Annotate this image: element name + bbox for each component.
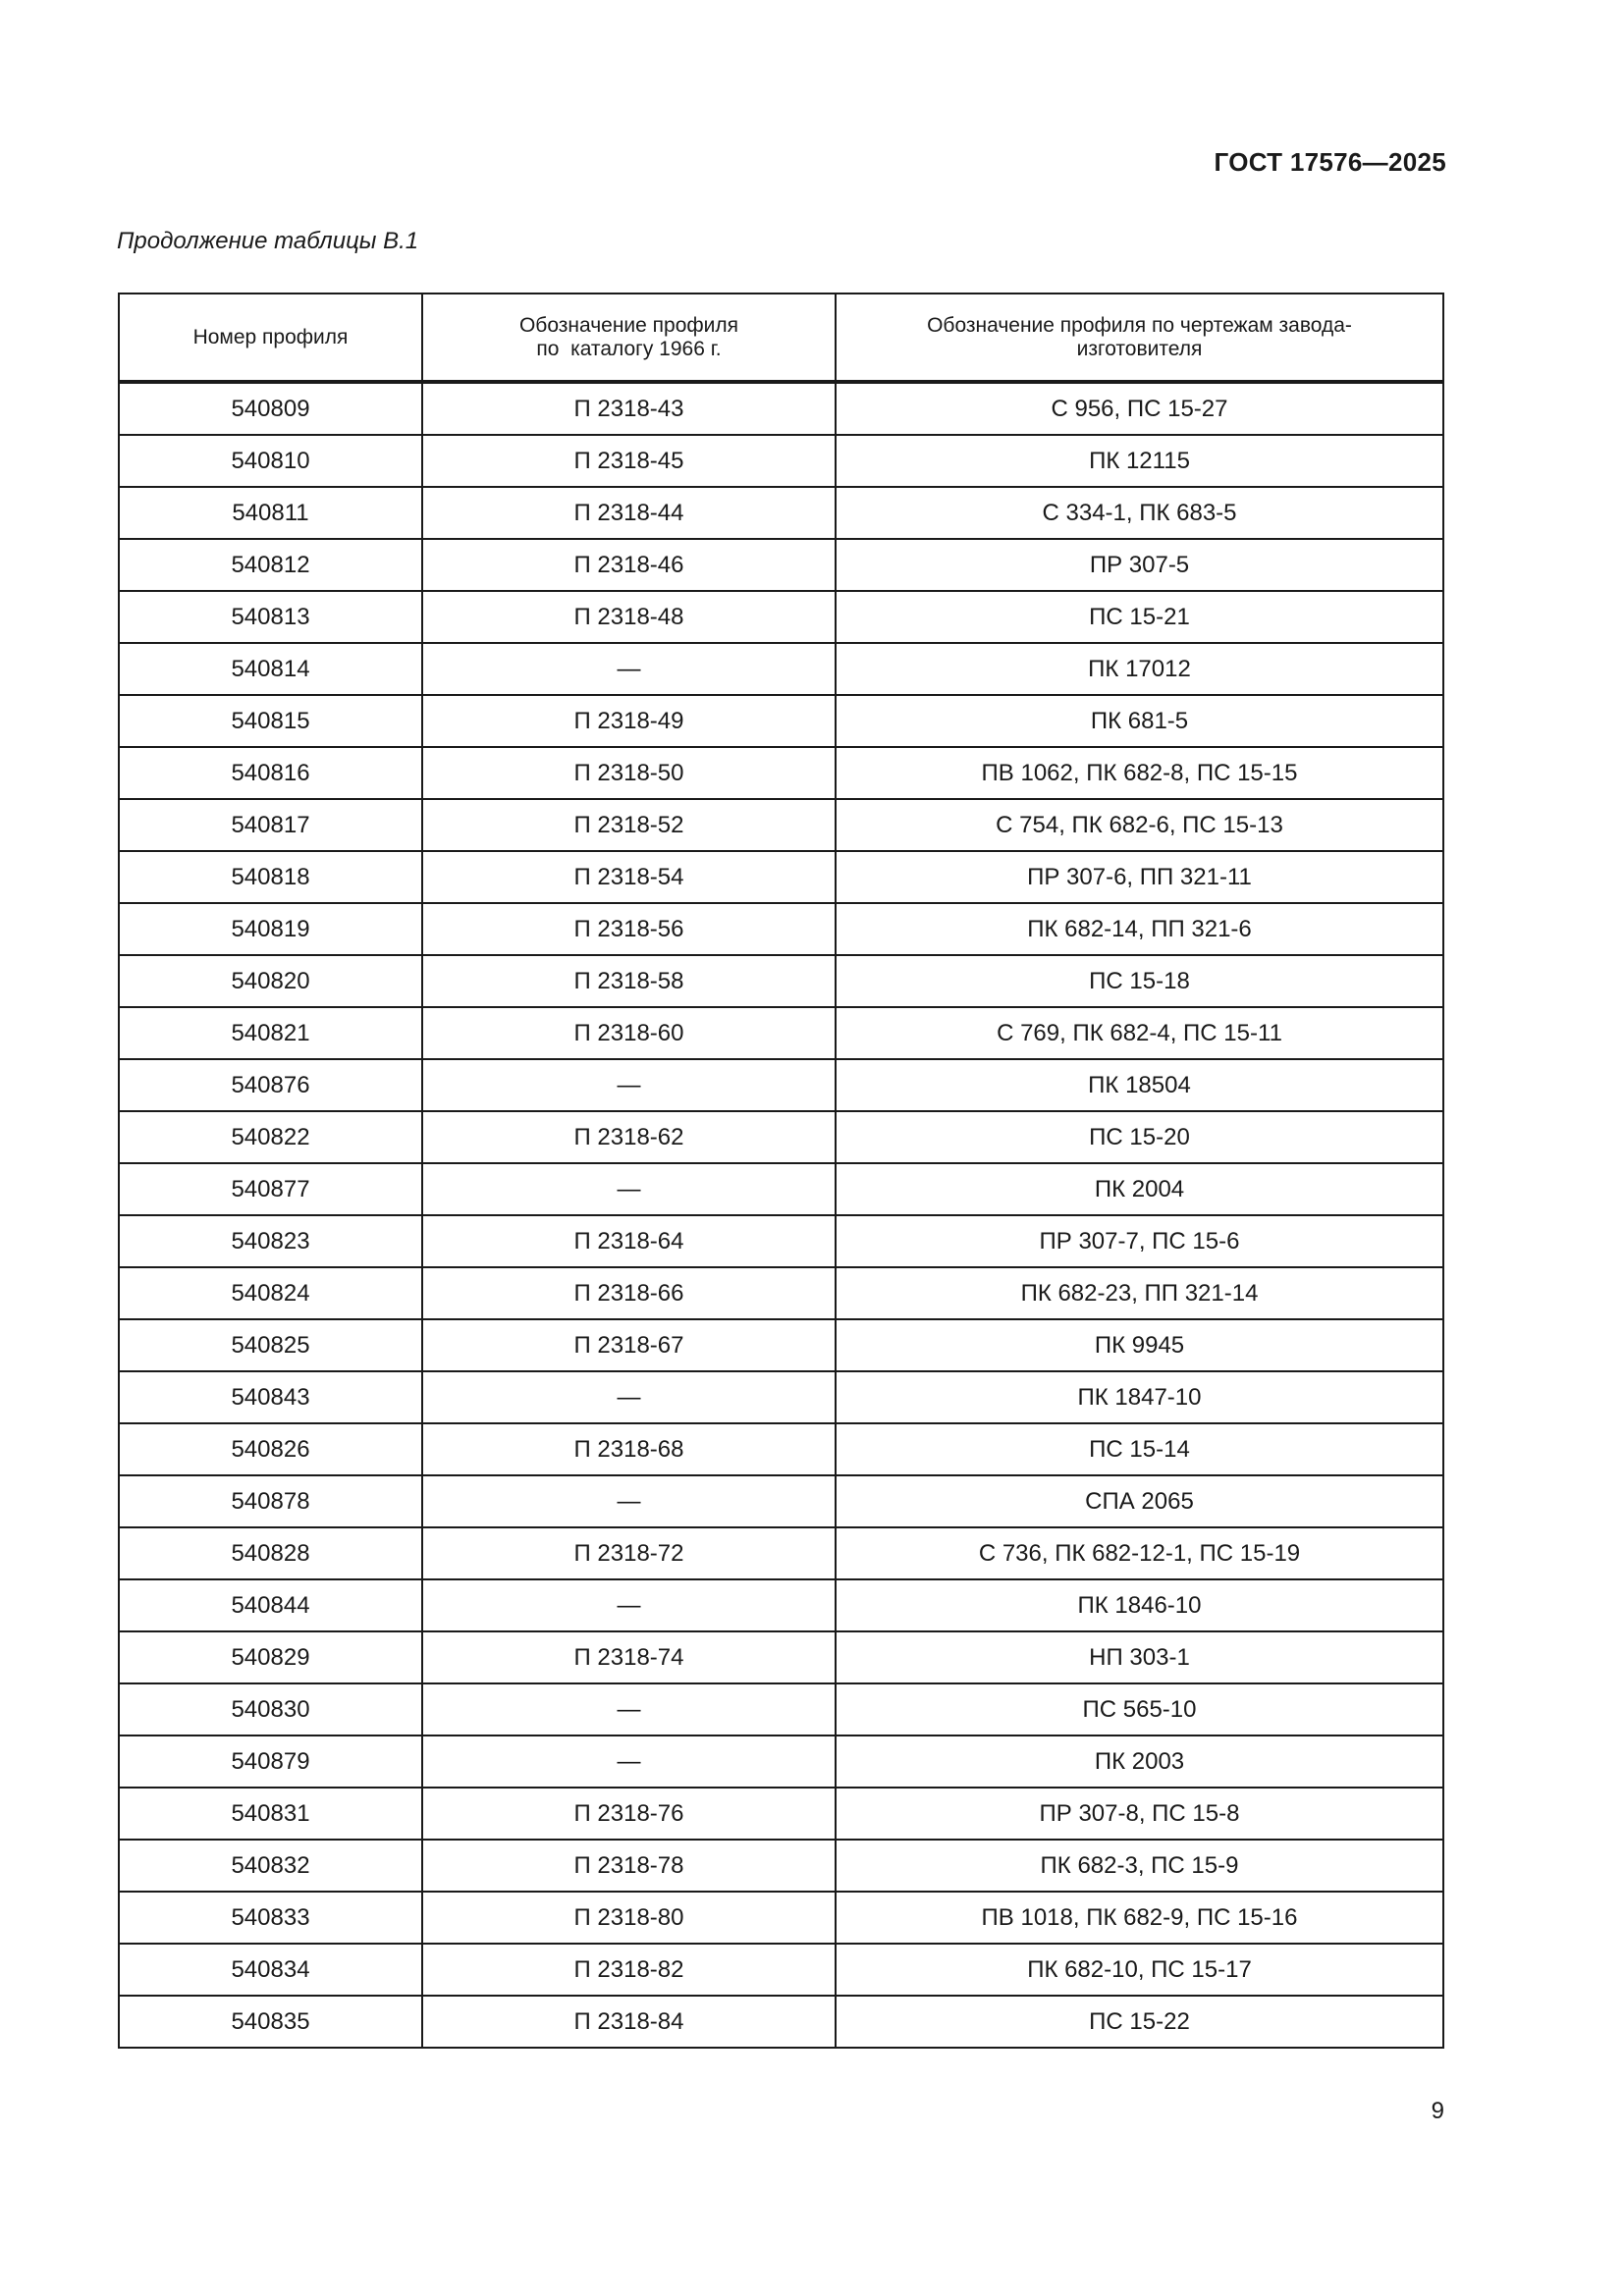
column-header-catalog-designation xyxy=(422,294,836,382)
cell-catalog-designation: — xyxy=(422,1371,836,1423)
cell-factory-designation: ПС 15-18 xyxy=(836,955,1443,1007)
cell-factory-designation: ПК 1846-10 xyxy=(836,1579,1443,1631)
cell-catalog-designation: П 2318-56 xyxy=(422,903,836,955)
cell-profile-number: 540815 xyxy=(119,695,422,747)
cell-factory-designation: ПК 682-23, ПП 321-14 xyxy=(836,1267,1443,1319)
table-row xyxy=(119,382,1443,435)
table-row xyxy=(119,591,1443,643)
cell-factory-designation: ПС 565-10 xyxy=(836,1683,1443,1735)
table-row xyxy=(119,955,1443,1007)
cell-profile-number: 540831 xyxy=(119,1788,422,1840)
cell-factory-designation: С 736, ПК 682-12-1, ПС 15-19 xyxy=(836,1527,1443,1579)
cell-factory-designation: ПР 307-5 xyxy=(836,539,1443,591)
column-header-profile-number xyxy=(119,294,422,382)
cell-catalog-designation: П 2318-64 xyxy=(422,1215,836,1267)
profile-table xyxy=(118,293,1444,2049)
cell-catalog-designation: П 2318-52 xyxy=(422,799,836,851)
cell-profile-number: 540814 xyxy=(119,643,422,695)
cell-factory-designation: ПК 682-14, ПП 321-6 xyxy=(836,903,1443,955)
cell-catalog-designation: П 2318-66 xyxy=(422,1267,836,1319)
table-row xyxy=(119,1423,1443,1475)
cell-profile-number: 540819 xyxy=(119,903,422,955)
cell-factory-designation: ПР 307-7, ПС 15-6 xyxy=(836,1215,1443,1267)
cell-profile-number: 540817 xyxy=(119,799,422,851)
cell-factory-designation: ПС 15-22 xyxy=(836,1996,1443,2048)
table-row xyxy=(119,1267,1443,1319)
table-row xyxy=(119,1007,1443,1059)
cell-catalog-designation: — xyxy=(422,643,836,695)
cell-catalog-designation: — xyxy=(422,1683,836,1735)
table-body xyxy=(119,382,1443,2048)
cell-profile-number: 540832 xyxy=(119,1840,422,1892)
cell-catalog-designation: П 2318-84 xyxy=(422,1996,836,2048)
cell-factory-designation: ПР 307-8, ПС 15-8 xyxy=(836,1788,1443,1840)
cell-catalog-designation: — xyxy=(422,1059,836,1111)
cell-profile-number: 540844 xyxy=(119,1579,422,1631)
cell-profile-number: 540835 xyxy=(119,1996,422,2048)
cell-profile-number: 540876 xyxy=(119,1059,422,1111)
profile-table-container xyxy=(118,293,1442,2049)
cell-profile-number: 540821 xyxy=(119,1007,422,1059)
cell-catalog-designation: П 2318-74 xyxy=(422,1631,836,1683)
cell-catalog-designation: П 2318-43 xyxy=(422,382,836,435)
table-row xyxy=(119,1163,1443,1215)
cell-profile-number: 540811 xyxy=(119,487,422,539)
cell-profile-number: 540878 xyxy=(119,1475,422,1527)
table-row xyxy=(119,435,1443,487)
cell-factory-designation: НП 303-1 xyxy=(836,1631,1443,1683)
cell-catalog-designation: П 2318-44 xyxy=(422,487,836,539)
cell-factory-designation: ПК 9945 xyxy=(836,1319,1443,1371)
cell-catalog-designation: П 2318-68 xyxy=(422,1423,836,1475)
cell-profile-number: 540877 xyxy=(119,1163,422,1215)
column-header-factory-designation xyxy=(836,294,1443,382)
cell-catalog-designation: — xyxy=(422,1475,836,1527)
table-row xyxy=(119,1683,1443,1735)
table-row xyxy=(119,1944,1443,1996)
table-row xyxy=(119,1319,1443,1371)
cell-catalog-designation: П 2318-78 xyxy=(422,1840,836,1892)
table-row xyxy=(119,487,1443,539)
cell-profile-number: 540824 xyxy=(119,1267,422,1319)
cell-factory-designation: ПК 681-5 xyxy=(836,695,1443,747)
cell-profile-number: 540813 xyxy=(119,591,422,643)
table-row xyxy=(119,695,1443,747)
cell-factory-designation: ПК 682-3, ПС 15-9 xyxy=(836,1840,1443,1892)
table-row xyxy=(119,851,1443,903)
cell-catalog-designation: — xyxy=(422,1579,836,1631)
table-row xyxy=(119,1111,1443,1163)
cell-factory-designation: ПС 15-20 xyxy=(836,1111,1443,1163)
cell-factory-designation: ПК 682-10, ПС 15-17 xyxy=(836,1944,1443,1996)
cell-factory-designation: ПК 2004 xyxy=(836,1163,1443,1215)
cell-factory-designation: СПА 2065 xyxy=(836,1475,1443,1527)
cell-profile-number: 540809 xyxy=(119,382,422,435)
cell-factory-designation: С 334-1, ПК 683-5 xyxy=(836,487,1443,539)
table-row xyxy=(119,1215,1443,1267)
cell-catalog-designation: П 2318-50 xyxy=(422,747,836,799)
cell-factory-designation: С 956, ПС 15-27 xyxy=(836,382,1443,435)
cell-profile-number: 540810 xyxy=(119,435,422,487)
cell-factory-designation: С 754, ПК 682-6, ПС 15-13 xyxy=(836,799,1443,851)
cell-factory-designation: ПВ 1018, ПК 682-9, ПС 15-16 xyxy=(836,1892,1443,1944)
column-header-line: Обозначение профиля по чертежам завода- xyxy=(927,313,1352,337)
table-row xyxy=(119,1475,1443,1527)
table-header-row xyxy=(119,294,1443,382)
cell-catalog-designation: П 2318-60 xyxy=(422,1007,836,1059)
table-row xyxy=(119,1579,1443,1631)
cell-catalog-designation: П 2318-45 xyxy=(422,435,836,487)
table-row xyxy=(119,903,1443,955)
table-row xyxy=(119,1631,1443,1683)
cell-factory-designation: ПС 15-14 xyxy=(836,1423,1443,1475)
cell-catalog-designation: П 2318-62 xyxy=(422,1111,836,1163)
cell-catalog-designation: — xyxy=(422,1735,836,1788)
column-header-line: Обозначение профиля xyxy=(518,313,739,337)
table-row xyxy=(119,1527,1443,1579)
table-row xyxy=(119,1996,1443,2048)
cell-profile-number: 540820 xyxy=(119,955,422,1007)
cell-catalog-designation: П 2318-72 xyxy=(422,1527,836,1579)
cell-catalog-designation: П 2318-67 xyxy=(422,1319,836,1371)
column-header-line: Номер профиля xyxy=(192,325,349,348)
cell-profile-number: 540843 xyxy=(119,1371,422,1423)
table-row xyxy=(119,1788,1443,1840)
table-row xyxy=(119,1735,1443,1788)
cell-factory-designation: ПК 17012 xyxy=(836,643,1443,695)
table-row xyxy=(119,747,1443,799)
cell-profile-number: 540818 xyxy=(119,851,422,903)
cell-profile-number: 540825 xyxy=(119,1319,422,1371)
table-row xyxy=(119,643,1443,695)
cell-factory-designation: ПК 12115 xyxy=(836,435,1443,487)
cell-catalog-designation: — xyxy=(422,1163,836,1215)
cell-catalog-designation: П 2318-80 xyxy=(422,1892,836,1944)
cell-profile-number: 540830 xyxy=(119,1683,422,1735)
document-id: ГОСТ 17576—2025 xyxy=(1214,147,1446,177)
cell-catalog-designation: П 2318-54 xyxy=(422,851,836,903)
cell-factory-designation: ПК 18504 xyxy=(836,1059,1443,1111)
table-row xyxy=(119,1892,1443,1944)
column-header-line: по каталогу 1966 г. xyxy=(536,337,722,360)
cell-profile-number: 540829 xyxy=(119,1631,422,1683)
cell-factory-designation: С 769, ПК 682-4, ПС 15-11 xyxy=(836,1007,1443,1059)
table-row xyxy=(119,539,1443,591)
cell-profile-number: 540834 xyxy=(119,1944,422,1996)
cell-profile-number: 540826 xyxy=(119,1423,422,1475)
cell-profile-number: 540833 xyxy=(119,1892,422,1944)
cell-catalog-designation: П 2318-58 xyxy=(422,955,836,1007)
table-caption: Продолжение таблицы В.1 xyxy=(117,228,419,254)
cell-factory-designation: ПК 1847-10 xyxy=(836,1371,1443,1423)
cell-factory-designation: ПК 2003 xyxy=(836,1735,1443,1788)
cell-profile-number: 540822 xyxy=(119,1111,422,1163)
page-number: 9 xyxy=(1431,2098,1444,2124)
table-row xyxy=(119,1371,1443,1423)
cell-factory-designation: ПВ 1062, ПК 682-8, ПС 15-15 xyxy=(836,747,1443,799)
cell-catalog-designation: П 2318-49 xyxy=(422,695,836,747)
cell-catalog-designation: П 2318-46 xyxy=(422,539,836,591)
cell-catalog-designation: П 2318-48 xyxy=(422,591,836,643)
table-row xyxy=(119,1059,1443,1111)
cell-profile-number: 540828 xyxy=(119,1527,422,1579)
column-header-line: изготовителя xyxy=(1076,337,1203,360)
table-row xyxy=(119,1840,1443,1892)
cell-profile-number: 540812 xyxy=(119,539,422,591)
cell-catalog-designation: П 2318-76 xyxy=(422,1788,836,1840)
cell-factory-designation: ПР 307-6, ПП 321-11 xyxy=(836,851,1443,903)
cell-profile-number: 540816 xyxy=(119,747,422,799)
cell-factory-designation: ПС 15-21 xyxy=(836,591,1443,643)
cell-profile-number: 540823 xyxy=(119,1215,422,1267)
table-row xyxy=(119,799,1443,851)
cell-profile-number: 540879 xyxy=(119,1735,422,1788)
cell-catalog-designation: П 2318-82 xyxy=(422,1944,836,1996)
